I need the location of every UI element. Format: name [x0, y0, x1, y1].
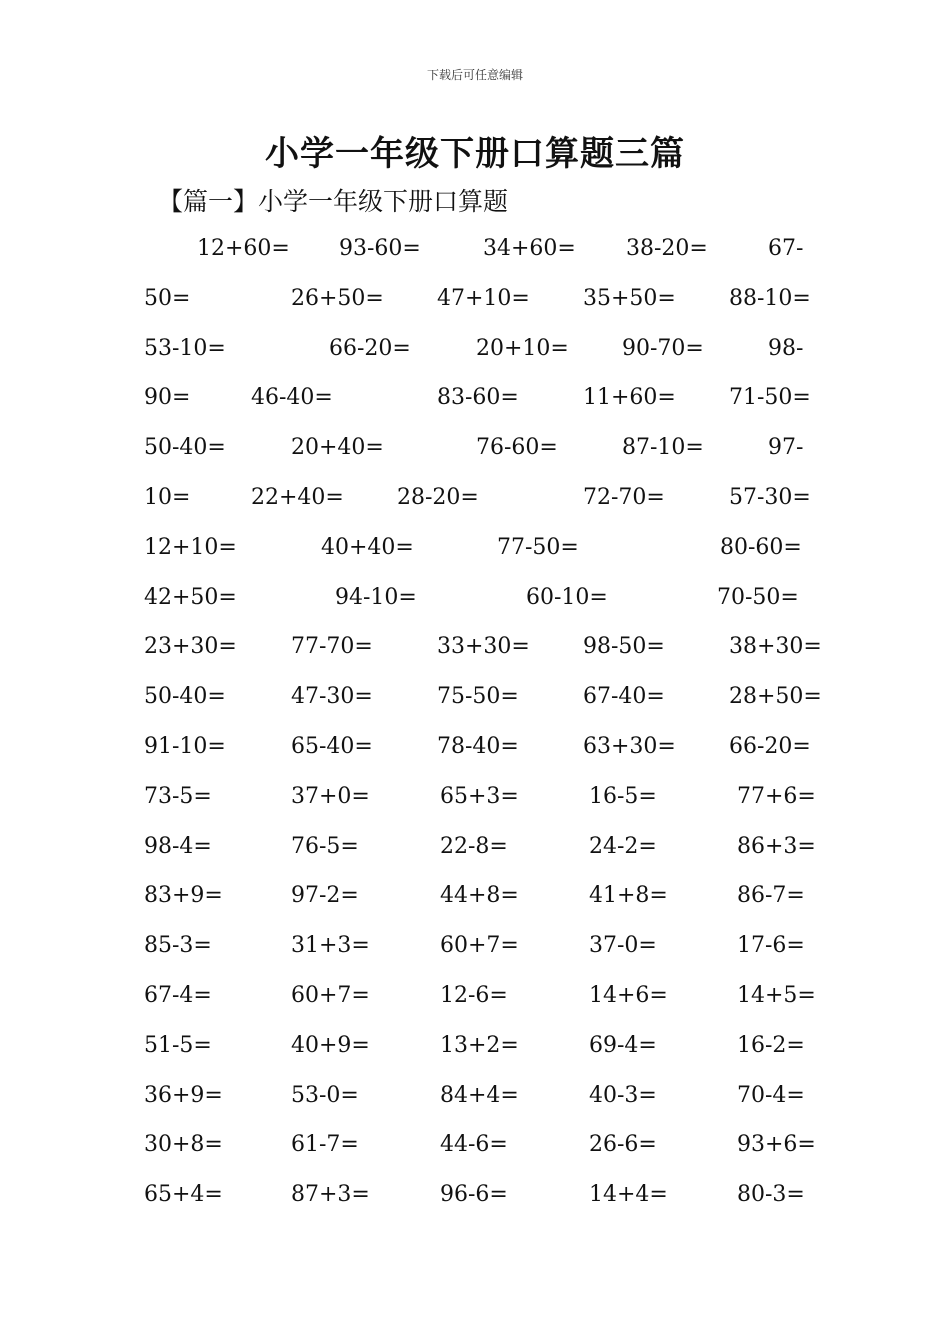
problem-row — [0, 632, 950, 662]
problem-item: 65-40= — [291, 734, 373, 759]
problem-item: 70-50= — [717, 585, 799, 610]
problem-row — [0, 383, 950, 413]
problem-item: 71-50= — [729, 385, 811, 410]
problem-item: 84+4= — [440, 1083, 519, 1108]
problem-item: 60-10= — [526, 585, 608, 610]
problem-row — [0, 881, 950, 911]
problem-item: 76-5= — [291, 834, 359, 859]
problem-item: 67-4= — [144, 983, 212, 1008]
problem-item: 67-40= — [583, 684, 665, 709]
problem-item: 57-30= — [729, 485, 811, 510]
problem-item: 40+40= — [321, 535, 414, 560]
problem-row — [0, 682, 950, 712]
problem-item: 42+50= — [144, 585, 237, 610]
problem-item: 38+30= — [729, 634, 822, 659]
problem-row — [0, 583, 950, 613]
problem-item: 77+6= — [737, 784, 816, 809]
problem-item: 65+3= — [440, 784, 519, 809]
problem-item: 40+9= — [291, 1033, 370, 1058]
problem-item: 53-10= — [144, 336, 226, 361]
problem-item: 20+10= — [476, 336, 569, 361]
problem-row — [0, 1031, 950, 1061]
problem-row — [0, 832, 950, 862]
problem-item: 13+2= — [440, 1033, 519, 1058]
problem-item: 66-20= — [729, 734, 811, 759]
problem-item: 50-40= — [144, 684, 226, 709]
problem-item: 90-70= — [622, 336, 704, 361]
problem-item: 14+4= — [589, 1182, 668, 1207]
problem-item: 36+9= — [144, 1083, 223, 1108]
problem-item: 16-2= — [737, 1033, 805, 1058]
problem-item: 17-6= — [737, 933, 805, 958]
problem-item: 11+60= — [583, 385, 676, 410]
document-title: 小学一年级下册口算题三篇 — [265, 134, 685, 174]
problem-item: 28-20= — [397, 485, 479, 510]
problem-item: 80-3= — [737, 1182, 805, 1207]
problem-item: 63+30= — [583, 734, 676, 759]
problem-item: 72-70= — [583, 485, 665, 510]
problem-row — [0, 1081, 950, 1111]
problem-item: 35+50= — [583, 286, 676, 311]
problem-item: 12+60= — [197, 236, 290, 261]
problem-item: 14+6= — [589, 983, 668, 1008]
problem-item: 86+3= — [737, 834, 816, 859]
problem-row — [0, 732, 950, 762]
problem-item: 16-5= — [589, 784, 657, 809]
problem-item: 38-20= — [626, 236, 708, 261]
problem-item: 94-10= — [335, 585, 417, 610]
problem-item: 41+8= — [589, 883, 668, 908]
problem-item: 97- — [768, 435, 804, 460]
problem-row — [0, 533, 950, 563]
problem-row — [0, 234, 950, 264]
problem-item: 47+10= — [437, 286, 530, 311]
problem-item: 37+0= — [291, 784, 370, 809]
problem-item: 46-40= — [251, 385, 333, 410]
problem-item: 31+3= — [291, 933, 370, 958]
problem-item: 76-60= — [476, 435, 558, 460]
problem-item: 60+7= — [440, 933, 519, 958]
problem-item: 12-6= — [440, 983, 508, 1008]
problem-item: 77-70= — [291, 634, 373, 659]
problem-item: 14+5= — [737, 983, 816, 1008]
problem-item: 26-6= — [589, 1132, 657, 1157]
problem-item: 50-40= — [144, 435, 226, 460]
problem-item: 61-7= — [291, 1132, 359, 1157]
problem-item: 87+3= — [291, 1182, 370, 1207]
problem-item: 24-2= — [589, 834, 657, 859]
problem-item: 78-40= — [437, 734, 519, 759]
problem-item: 69-4= — [589, 1033, 657, 1058]
problem-item: 33+30= — [437, 634, 530, 659]
problem-item: 93-60= — [339, 236, 421, 261]
problem-item: 65+4= — [144, 1182, 223, 1207]
problem-item: 93+6= — [737, 1132, 816, 1157]
problem-row — [0, 483, 950, 513]
problem-item: 86-7= — [737, 883, 805, 908]
problem-item: 40-3= — [589, 1083, 657, 1108]
problem-item: 28+50= — [729, 684, 822, 709]
problem-item: 98- — [768, 336, 804, 361]
problem-item: 83+9= — [144, 883, 223, 908]
problem-row — [0, 334, 950, 364]
problem-item: 53-0= — [291, 1083, 359, 1108]
problem-row — [0, 1180, 950, 1210]
problem-item: 70-4= — [737, 1083, 805, 1108]
problem-item: 96-6= — [440, 1182, 508, 1207]
problem-item: 97-2= — [291, 883, 359, 908]
problem-item: 73-5= — [144, 784, 212, 809]
problem-row — [0, 782, 950, 812]
problem-row — [0, 1130, 950, 1160]
problem-item: 90= — [144, 385, 191, 410]
problem-item: 23+30= — [144, 634, 237, 659]
problem-item: 67- — [768, 236, 804, 261]
problem-item: 50= — [144, 286, 191, 311]
problem-row — [0, 284, 950, 314]
problem-row — [0, 981, 950, 1011]
problem-item: 85-3= — [144, 933, 212, 958]
problem-item: 47-30= — [291, 684, 373, 709]
problem-item: 10= — [144, 485, 191, 510]
problem-item: 26+50= — [291, 286, 384, 311]
problem-item: 77-50= — [497, 535, 579, 560]
problem-item: 88-10= — [729, 286, 811, 311]
problem-row — [0, 931, 950, 961]
problem-item: 20+40= — [291, 435, 384, 460]
problem-row — [0, 433, 950, 463]
problem-item: 98-4= — [144, 834, 212, 859]
problem-item: 37-0= — [589, 933, 657, 958]
problem-item: 44-6= — [440, 1132, 508, 1157]
problem-item: 30+8= — [144, 1132, 223, 1157]
problem-item: 87-10= — [622, 435, 704, 460]
problem-item: 60+7= — [291, 983, 370, 1008]
problem-item: 22-8= — [440, 834, 508, 859]
problem-item: 34+60= — [483, 236, 576, 261]
problem-item: 12+10= — [144, 535, 237, 560]
problem-item: 91-10= — [144, 734, 226, 759]
problem-item: 75-50= — [437, 684, 519, 709]
section-heading: 【篇一】小学一年级下册口算题 — [158, 187, 509, 216]
problem-item: 80-60= — [720, 535, 802, 560]
header-note: 下载后可任意编辑 — [426, 68, 523, 82]
problem-item: 44+8= — [440, 883, 519, 908]
problem-item: 66-20= — [329, 336, 411, 361]
problem-item: 83-60= — [437, 385, 519, 410]
problem-item: 22+40= — [251, 485, 344, 510]
problem-item: 51-5= — [144, 1033, 212, 1058]
problem-item: 98-50= — [583, 634, 665, 659]
